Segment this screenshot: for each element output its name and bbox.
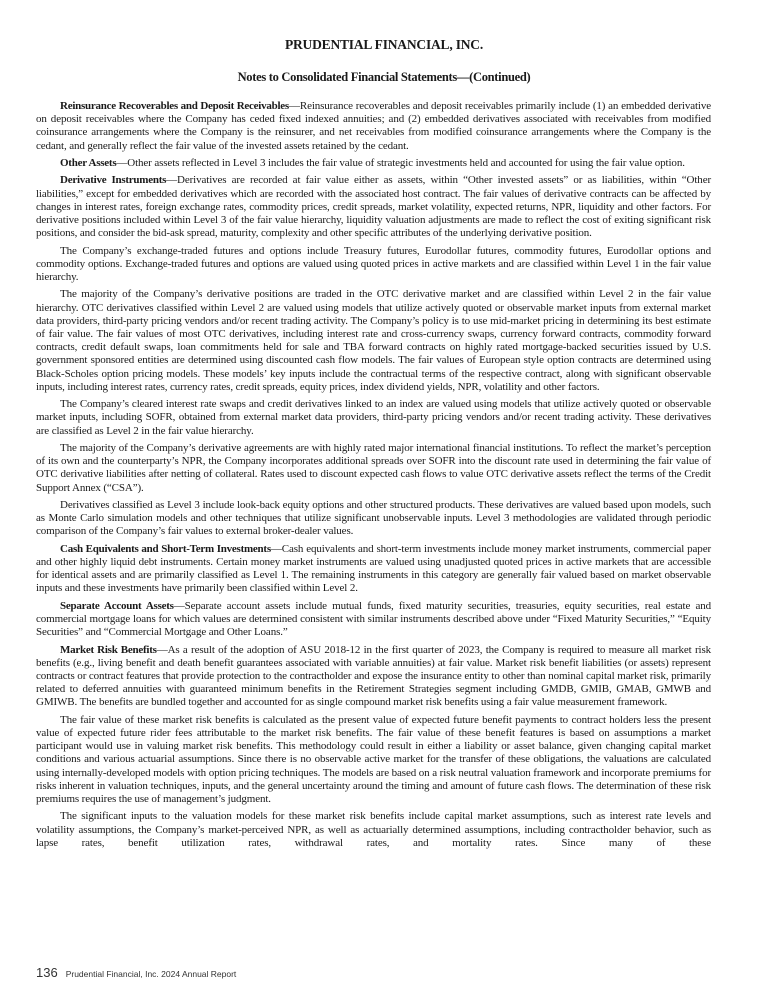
paragraph-market-risk-benefits: [36, 644, 711, 710]
document-body: [36, 100, 711, 854]
paragraph-text: —Derivatives are recorded at fair value either as assets, within “Other invested assets” or as liabilities, within “Other liabilities,” except for embedded derivatives which are recorded with the associated host contract. The fair values of derivative contracts can be affected by changes in interest rates, foreign exchange rates, commodity prices, credit spreads, market volatility, expected returns, NPR, liquidity and other factors. For derivative positions included within Level 3 of the fair value hierarchy, liquidity valuation adjustments are made to reflect the cost of exiting significant risk positions, and consider the bid-ask spread, maturity, complexity and other specific attributes of the underlying derivative position.: [36, 174, 711, 240]
page-number: 136: [36, 965, 58, 980]
paragraph-heading: Cash Equivalents and Short-Term Investments: [60, 542, 271, 555]
paragraph-text: Derivatives classified as Level 3 include look-back equity options and other structured products. These derivatives are valued based upon models, such as Monte Carlo simulation models and other techniques that utilize significant unobservable inputs. Level 3 methodologies are validated through periodic comparison of the Company’s fair values to external broker-dealer values.: [36, 499, 711, 538]
paragraph-heading: Separate Account Assets: [60, 599, 174, 612]
paragraph-level3-derivatives: [36, 499, 711, 539]
paragraph-text: The Company’s exchange-traded futures and options include Treasury futures, Eurodollar futures, commodity futures, Eurodollar options and commodity options. Exchange-traded futures and options are valued using quoted prices in active markets and are classified within Level 1 in the fair value hierarchy.: [36, 244, 711, 283]
paragraph-text: —As a result of the adoption of ASU 2018-12 in the first quarter of 2023, the Company is required to measure all market risk benefits (e.g., living benefit and death benefit guarantees associated with variable annuities) at fair value. Market risk benefit liabilities (or assets) represent contracts or contract features that provide protection to the contractholder and expose the insurance entity to other than nominal capital market risk, primarily related to deferred annuities with guaranteed minimum benefits in the Retirement Strategies segment including GMDB, GMIB, GMAB, GMWB and GMIWB. The benefits are bundled together and accounted for as single compound market risk benefits using a fair value measurement framework.: [36, 643, 711, 709]
section-subtitle: Notes to Consolidated Financial Statements—(Continued): [237, 70, 531, 84]
paragraph-text: The majority of the Company’s derivative agreements are with highly rated major international financial institutions. To reflect the market’s perception of its own and the counterparty’s NPR, the Company incorporates additional spreads over SOFR into the discount rate used in determining the fair value of OTC derivative liabilities after netting of collateral. Rates used to discount expected cash flows to value OTC derivative assets reflect the terms of the Credit Support Annex (“CSA”).: [36, 442, 711, 494]
company-title: PRUDENTIAL FINANCIAL, INC.: [284, 37, 484, 52]
paragraph-cash-equivalents: [36, 543, 711, 596]
paragraph-text: —Cash equivalents and short-term investments include money market instruments, commercial paper and other highly liquid debt instruments. Certain money market instruments are valued using unadjusted quoted prices in active markets that are accessible for identical assets and are primarily classified as Level 1. The remaining instruments in this category are generally fair valued based on market observable inputs and these investments have primarily been classified within Level 2.: [36, 542, 711, 595]
paragraph-heading: Reinsurance Recoverables and Deposit Receivables: [60, 100, 289, 112]
paragraph-text: The fair value of these market risk benefits is calculated as the present value of expected future benefit payments to contract holders less the present value of expected future rider fees attributable to the market risk benefits. The fair value of these benefit features is based on assumptions a market participant would use in valuing market risk benefits. This methodology could result in either a liability or asset balance, given changing capital market conditions and various actuarial assumptions. Since there is no observable active market for the transfer of these obligations, the valuations are calculated using internally-developed models with option pricing techniques. The models are based on a risk neutral valuation framework and incorporate premiums for risks inherent in valuation techniques, inputs, and the general uncertainty around the timing and amount of future cash flows. The determination of these risk premiums requires the use of management’s judgment.: [36, 713, 711, 806]
paragraph-otc-derivatives: [36, 288, 711, 394]
report-title: Prudential Financial, Inc. 2024 Annual Report: [65, 969, 237, 979]
paragraph-mrb-fair-value: [36, 714, 711, 806]
paragraph-reinsurance-recoverables: [36, 100, 711, 153]
paragraph-heading: Market Risk Benefits: [60, 643, 157, 656]
page-footer: [36, 964, 236, 982]
paragraph-heading: Other Assets: [60, 157, 117, 169]
paragraph-mrb-inputs: [36, 810, 711, 850]
paragraph-heading: Derivative Instruments: [60, 174, 167, 187]
paragraph-text: —Reinsurance recoverables and deposit receivables primarily include (1) an embedded derivative on deposit receivables where the Company has ceded fixed indexed annuities; and (2) embedded derivatives associated with receivables from modified coinsurance arrangements where the Company is the reinsurer, and net receivables from modified coinsurance arrangements where the Company is the cedant, and generally reflect the fair value of the invested assets retained by the cedant.: [36, 100, 711, 152]
paragraph-text: The majority of the Company’s derivative positions are traded in the OTC derivative market and are classified within Level 2 in the fair value hierarchy. OTC derivatives classified within Level 2 are valued using models that utilize actively quoted or observable market inputs from external market data providers, third-party pricing vendors and/or recent trading activity. The Company’s policy is to use mid-market pricing in determining its best estimate of fair value. The fair values of most OTC derivatives, including interest rate and cross-currency swaps, currency forward contracts, commodity forward contracts, credit default swaps, loan commitments held for sale and TBA forward contracts on highly rated mortgage-backed securities issued by U.S. government sponsored entities are determined using discounted cash flow models. The fair values of European style option contracts are determined using Black-Scholes option pricing models. These models’ key inputs include the contractual terms of the respective contract, along with significant observable inputs, including interest rates, currency rates, credit spreads, equity prices, index dividend yields, NPR, volatility and other factors.: [36, 288, 711, 393]
paragraph-derivative-instruments: [36, 174, 711, 240]
paragraph-text: The significant inputs to the valuation models for these market risk benefits include capital market assumptions, such as interest rate levels and volatility assumptions, the Company’s market-perceived NPR, as well as actuarially determined assumptions, including contractholder behavior, such as lapse rates, benefit utilization rates, withdrawal rates, and mortality rates. Since many of these: [36, 810, 711, 849]
paragraph-text: The Company’s cleared interest rate swaps and credit derivatives linked to an index are valued using models that utilize actively quoted or observable market inputs, including SOFR, obtained from external market data providers, third-party pricing vendors and/or recent trading activity. These derivatives are classified as Level 2 in the fair value hierarchy.: [36, 398, 711, 437]
paragraph-separate-account-assets: [36, 600, 711, 640]
paragraph-other-assets: [36, 157, 711, 170]
paragraph-counterparty-npr: [36, 442, 711, 495]
paragraph-text: —Separate account assets include mutual funds, fixed maturity securities, treasuries, equity securities, real estate and commercial mortgage loans for which values are determined consistent with similar instruments described above under “Fixed Maturity Securities,” “Equity Securities” and “Commercial Mortgage and Other Loans.”: [36, 599, 711, 639]
paragraph-text: —Other assets reflected in Level 3 includes the fair value of strategic investments held and accounted for using the fair value option.: [116, 157, 685, 169]
paragraph-exchange-traded: [36, 245, 711, 285]
paragraph-cleared-swaps: [36, 398, 711, 438]
